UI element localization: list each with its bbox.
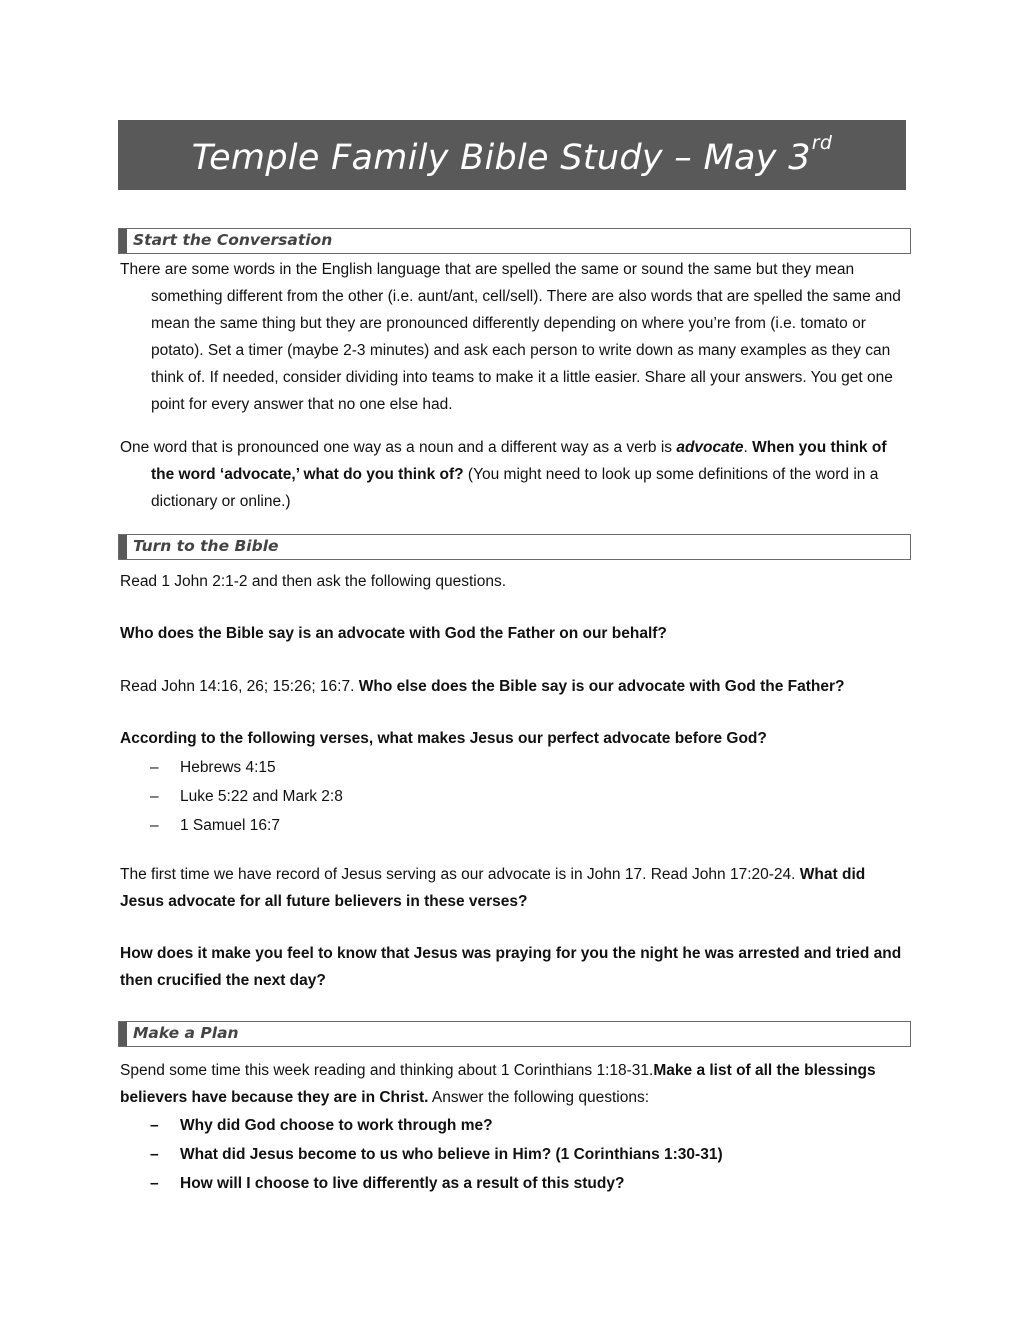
turn-read-1: Read 1 John 2:1-2 and then ask the following questions. [120,573,507,590]
plan-instruction: Make a list of all the blessings believers have because they are in Christ. [120,1062,876,1106]
section-title-start: Start the Conversation [133,231,333,249]
turn-question-4: What did Jesus advocate for all future believers in these verses? [120,866,866,910]
start-paragraph-2 [120,434,910,515]
turn-question-2: Who else does the Bible say is our advocate with God the Father? [358,678,845,695]
section-header-bar [119,535,127,559]
list-item [150,811,343,840]
section-title-turn: Turn to the Bible [133,537,279,555]
verse-text: Hebrews 4:15 [180,759,276,776]
list-item [150,1111,723,1140]
dash-bullet: – [150,759,159,776]
section-header-turn [118,534,911,560]
verse-text: 1 Samuel 16:7 [180,817,280,834]
turn-question-5: How does it make you feel to know that Jesus was praying for you the night he was arrested and tried and then crucified the next day? [120,945,902,989]
start-p2-punct: . [743,439,753,456]
verse-text: Luke 5:22 and Mark 2:8 [180,788,343,805]
dash-bullet: – [150,1175,159,1192]
list-item [150,782,343,811]
verse-list [150,753,343,840]
page-title-superscript: rd [811,132,833,154]
start-p2-note: (You might need to look up some definitions of the word in a dictionary or online.) [151,466,879,510]
plan-text: Spend some time this week reading and thinking about 1 Corinthians 1:18-31. [120,1062,654,1079]
turn-read-2-text: Read John 14:16, 26; 15:26; 16:7. [120,678,359,695]
section-title-plan: Make a Plan [133,1024,239,1042]
list-item [150,753,343,782]
section-header-bar [119,1022,127,1046]
turn-paragraph-4 [120,861,910,915]
section-header-start [118,228,911,254]
plan-question-list [150,1111,723,1198]
plan-question: What did Jesus become to us who believe in Him? (1 Corinthians 1:30-31) [180,1146,723,1163]
list-item [150,1140,723,1169]
start-p2-text: One word that is pronounced one way as a noun and a different way as a verb is [120,439,677,456]
advocate-word: advocate [676,439,744,456]
dash-bullet: – [150,817,159,834]
page-title-main: Temple Family Bible Study – May 3 [191,138,811,178]
plan-text-end: Answer the following questions: [428,1089,650,1106]
list-item [150,1169,723,1198]
plan-question: Why did God choose to work through me? [180,1117,493,1134]
turn-question-1: Who does the Bible say is an advocate with God the Father on our behalf? [120,625,667,642]
turn-p4-text: The first time we have record of Jesus serving as our advocate is in John 17. Read John 17:20-24. [120,866,800,883]
start-paragraph-1: There are some words in the English language that are spelled the same or sound the same but they mean something different from the other (i.e. aunt/ant, cell/sell). There are also words that are spelled the same and mean the same thing but they are pronounced differently depending on where you’re from (i.e. tomato or potato). Set a timer (maybe 2-3 minutes) and ask each person to write down as many examples as they can think of. If needed, consider dividing into teams to make it a little easier. Share all your answers. You get one point for every answer that no one else had. [120,261,901,413]
dash-bullet: – [150,1117,159,1134]
start-p2-question: When you think of the word ‘advocate,’ what do you think of? [151,439,887,483]
page-title [192,132,833,178]
section-header-bar [119,229,127,253]
dash-bullet: – [150,788,159,805]
turn-question-3: According to the following verses, what makes Jesus our perfect advocate before God? [120,730,767,747]
plan-paragraph [120,1057,910,1111]
title-banner [118,120,906,190]
section-header-plan [118,1021,911,1047]
plan-question: How will I choose to live differently as a result of this study? [180,1175,625,1192]
dash-bullet: – [150,1146,159,1163]
turn-read-2 [120,673,910,700]
